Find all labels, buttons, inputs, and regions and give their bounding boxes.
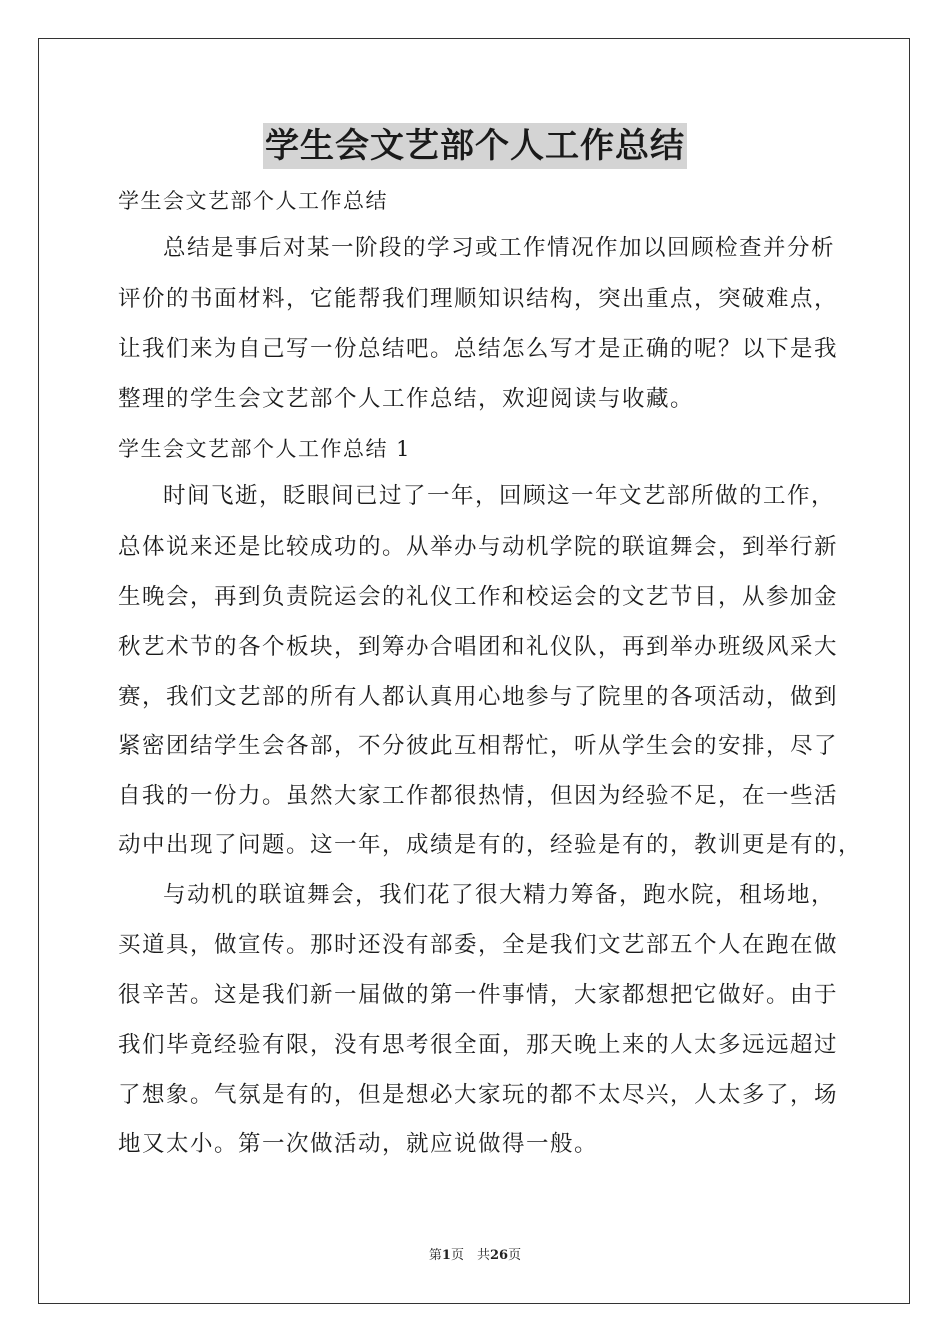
paragraph-line: 了想象。气氛是有的，但是想必大家玩的都不太尽兴，人太多了，场 bbox=[118, 1082, 839, 1108]
footer-page-number: 1 bbox=[441, 1248, 451, 1263]
paragraph-line: 时间飞逝，眨眼间已过了一年，回顾这一年文艺部所做的工作， bbox=[163, 483, 836, 509]
paragraph-line: 我们毕竟经验有限，没有思考很全面，那天晚上来的人太多远远超过 bbox=[118, 1032, 839, 1058]
document-title: 学生会文艺部个人工作总结 bbox=[263, 123, 687, 169]
paragraph-line: 总结是事后对某一阶段的学习或工作情况作加以回顾检查并分析 bbox=[163, 235, 836, 261]
footer-mid: 页 共 bbox=[450, 1248, 490, 1263]
paragraph-line: 赛，我们文艺部的所有人都认真用心地参与了院里的各项活动，做到 bbox=[118, 684, 839, 710]
page-footer bbox=[0, 1247, 950, 1265]
section-heading: 学生会文艺部个人工作总结 1 bbox=[118, 437, 412, 461]
page-border bbox=[38, 38, 910, 1304]
paragraph-line: 整理的学生会文艺部个人工作总结，欢迎阅读与收藏。 bbox=[118, 386, 695, 412]
footer-total-pages: 26 bbox=[489, 1248, 509, 1263]
paragraph-line: 紧密团结学生会各部，不分彼此互相帮忙，听从学生会的安排，尽了 bbox=[118, 733, 839, 759]
paragraph-line: 总体说来还是比较成功的。从举办与动机学院的联谊舞会，到举行新 bbox=[118, 534, 839, 560]
paragraph-line: 自我的一份力。虽然大家工作都很热情，但因为经验不足，在一些活 bbox=[118, 783, 839, 809]
subtitle-line: 学生会文艺部个人工作总结 bbox=[118, 189, 388, 213]
paragraph-line: 很辛苦。这是我们新一届做的第一件事情，大家都想把它做好。由于 bbox=[118, 982, 839, 1008]
paragraph-line: 买道具，做宣传。那时还没有部委，全是我们文艺部五个人在跑在做 bbox=[118, 932, 839, 958]
paragraph-line: 生晚会，再到负责院运会的礼仪工作和校运会的文艺节目，从参加金 bbox=[118, 584, 839, 610]
footer-suffix: 页 bbox=[508, 1248, 522, 1263]
footer-prefix: 第 bbox=[428, 1248, 442, 1263]
paragraph-line: 与动机的联谊舞会，我们花了很大精力筹备，跑水院，租场地， bbox=[163, 882, 836, 908]
paragraph-line: 评价的书面材料，它能帮我们理顺知识结构，突出重点，突破难点， bbox=[118, 286, 839, 312]
paragraph-line: 让我们来为自己写一份总结吧。总结怎么写才是正确的呢？以下是我 bbox=[118, 336, 839, 362]
paragraph-line: 地又太小。第一次做活动，就应说做得一般。 bbox=[118, 1131, 599, 1157]
title-container bbox=[0, 123, 950, 169]
paragraph-line: 动中出现了问题。这一年，成绩是有的，经验是有的，教训更是有的， bbox=[118, 832, 863, 858]
paragraph-line: 秋艺术节的各个板块，到筹办合唱团和礼仪队，再到举办班级风采大 bbox=[118, 634, 839, 660]
